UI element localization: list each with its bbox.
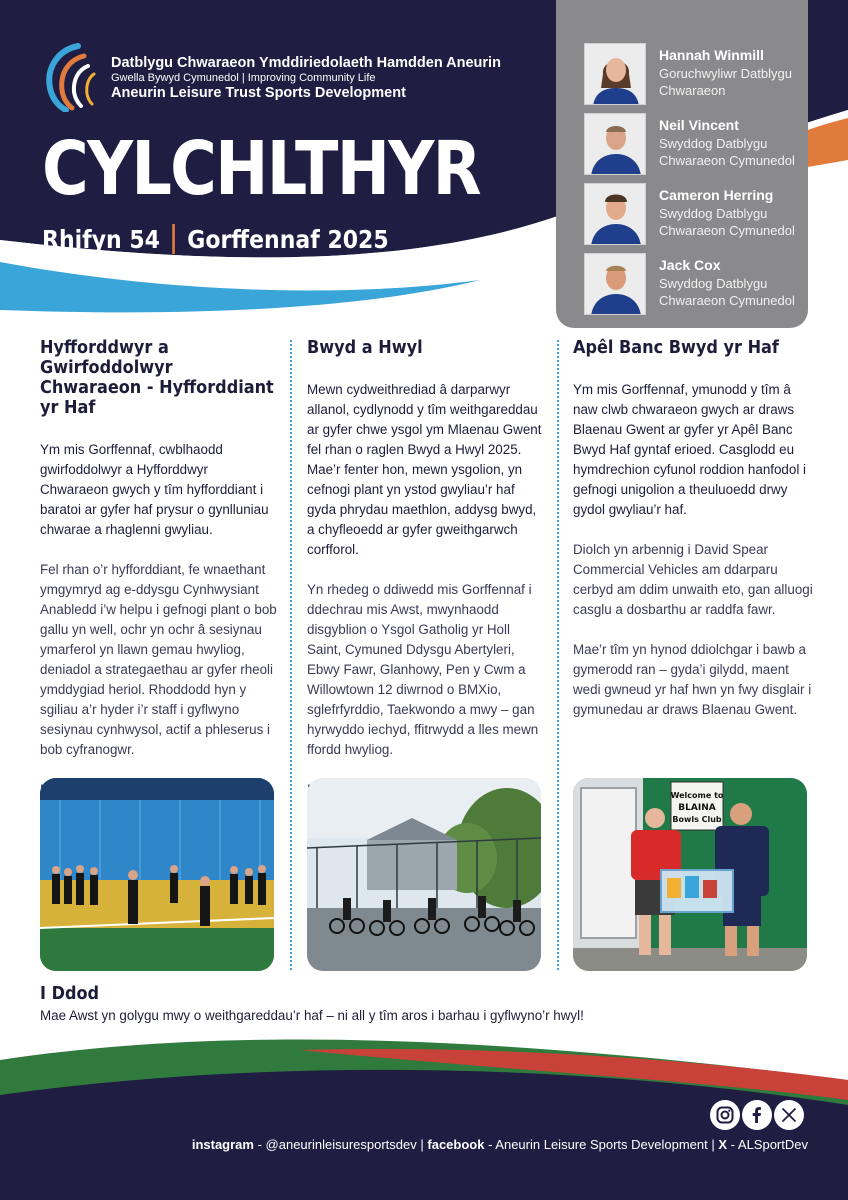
photo-sports-hall-training xyxy=(40,778,274,971)
sign-line: Bowls Club xyxy=(672,815,722,824)
staff-panel xyxy=(556,0,808,328)
issue-separator xyxy=(172,224,175,254)
staff-name: Cameron Herring xyxy=(659,187,774,203)
staff-name: Jack Cox xyxy=(659,257,721,273)
column-divider xyxy=(557,340,559,970)
instagram-icon[interactable] xyxy=(710,1100,740,1130)
coming-up-title: I Ddod xyxy=(40,984,100,1004)
social-handles xyxy=(192,1137,808,1152)
staff-role: Swyddog Datblygu Chwaraeon Cymunedol xyxy=(659,136,795,168)
issue-number: Rhifyn 54 xyxy=(42,224,161,254)
newsletter-title: CYLCHLTHYR xyxy=(42,126,480,212)
facebook-icon[interactable] xyxy=(742,1100,772,1130)
article-paragraph: Ym mis Gorffennaf, ymunodd y tîm â naw clwb chwaraeon gwych ar draws Blaenau Gwent ar gyfer yr Apêl Banc Bwyd Haf gyntaf erioed. Casglodd eu hymdrechion cyfunol roddion hanfodol i gefnogi unigolion a theuluoedd drwy gydol gwyliau’r haf. xyxy=(573,382,806,517)
coming-up-text: Mae Awst yn golygu mwy o weithgareddau’r haf – ni all y tîm aros i barhau i gyflwyno’r hwyl! xyxy=(40,1008,584,1023)
footer-separator: | xyxy=(711,1137,719,1152)
article-paragraph: Ym mis Gorffennaf, cwblhaodd gwirfoddolwyr a Hyfforddwyr Chwaraeon gwych y tîm hyfforddiant i baratoi ar gyfer haf prysur o gynlluniau chwarae a rhaglenni gwyliau. xyxy=(40,442,269,537)
staff-role: Swyddog Datblygu Chwaraeon Cymunedol xyxy=(659,206,795,238)
article-title: Bwyd a Hwyl xyxy=(307,338,423,358)
x-handle[interactable]: - ALSportDev xyxy=(727,1137,808,1152)
article-title: Hyfforddwyr a Gwirfoddolwyr Chwaraeon - Hyfforddiant yr Haf xyxy=(40,338,274,418)
article-title: Apêl Banc Bwyd yr Haf xyxy=(573,338,779,358)
staff-name: Hannah Winmill xyxy=(659,47,764,63)
article-paragraph: Mewn cydweithrediad â darparwyr allanol, cydlynodd y tîm weithgareddau ar gyfer chwe ysgol ym Mlaenau Gwent fel rhan o raglen Bwyd a Hwyl 2025. Mae’r fenter hon, mewn ysgolion, yn cefnogi plant yn ystod gwyliau’r haf gyda phrydau maethlon, addysg bwyd, a chyfleoedd ar gyfer gweithgarwch corfforol. xyxy=(307,382,542,557)
sign-line: Welcome to xyxy=(670,791,724,800)
sign-line: BLAINA xyxy=(678,803,716,813)
staff-photo xyxy=(584,253,646,315)
org-name-english: Aneurin Leisure Trust Sports Development xyxy=(111,85,406,101)
photo-bmx-track xyxy=(307,778,541,971)
column-divider xyxy=(290,340,292,970)
article-paragraph: Mae’r tîm yn hynod ddiolchgar i bawb a gymerodd ran – gyda’i gilydd, maent wedi gwneud yr haf hwn yn fwy disglair i gymunedau ar draws Blaenau Gwent. xyxy=(573,642,812,717)
org-name-welsh: Datblygu Chwaraeon Ymddiriedolaeth Hamdden Aneurin xyxy=(111,55,501,71)
instagram-label: instagram xyxy=(191,1137,254,1152)
article-paragraph: Yn rhedeg o ddiwedd mis Gorffennaf i ddechrau mis Awst, mwynhaodd disgyblion o Ysgol Gatholig yr Holl Saint, Cymuned Ddysgu Abertyleri, Ebwy Fawr, Glanhowy, Pen y Cwm a Willowtown 12 diwrnod o BMXio, sglefrfyrddio, Taekwondo a mwy – gan hyrwyddo iechyd, ffitrwydd a lles mewn ffordd hwyliog. xyxy=(307,582,539,757)
social-icons xyxy=(710,1100,804,1130)
instagram-handle[interactable]: - @aneurinleisuresportsdev xyxy=(253,1137,417,1152)
x-label: X xyxy=(718,1137,728,1152)
article-paragraph: Diolch yn arbennig i David Spear Commercial Vehicles am ddarparu cerbyd am ddim unwaith eto, gan alluogi casglu a dosbarthu ar raddfa fawr. xyxy=(573,542,813,617)
issue-date: Gorffennaf 2025 xyxy=(187,224,389,254)
aneurin-logo xyxy=(40,42,110,112)
staff-photo xyxy=(584,113,646,175)
staff-card xyxy=(584,43,808,105)
staff-name: Neil Vincent xyxy=(659,117,739,133)
x-icon[interactable] xyxy=(774,1100,804,1130)
staff-card xyxy=(584,183,808,245)
article-paragraph: Fel rhan o’r hyfforddiant, fe wnaethant ymgymryd ag e-ddysgu Cynhwysiant Anabledd i’w helpu i gefnogi plant o bob gallu yn well, ochr yn ochr â sesiynau ymarferol yn llawn gemau hwyliog, deniadol a strategaethau ar gyfer rheoli ymddygiad heriol. Rhoddodd hyn y sgiliau a’r hyder i’r staff i gyflwyno sesiynau cynhwysol, actif a phleserus i bob cyfranogwr. xyxy=(40,562,277,757)
photo-bowls-club-donation xyxy=(573,778,807,971)
issue-line xyxy=(42,224,389,254)
footer-separator: | xyxy=(420,1137,428,1152)
staff-role: Swyddog Datblygu Chwaraeon Cymunedol xyxy=(659,276,795,308)
staff-card xyxy=(584,113,808,175)
article-food-bank-appeal xyxy=(573,338,813,740)
staff-photo xyxy=(584,43,646,105)
org-tagline: Gwella Bywyd Cymunedol | Improving Community Life xyxy=(111,72,376,84)
staff-role: Goruchwyliwr Datblygu Chwaraeon xyxy=(659,66,792,98)
facebook-label: facebook xyxy=(427,1137,485,1152)
staff-photo xyxy=(584,183,646,245)
facebook-handle[interactable]: - Aneurin Leisure Sports Development xyxy=(484,1137,708,1152)
staff-card xyxy=(584,253,808,315)
